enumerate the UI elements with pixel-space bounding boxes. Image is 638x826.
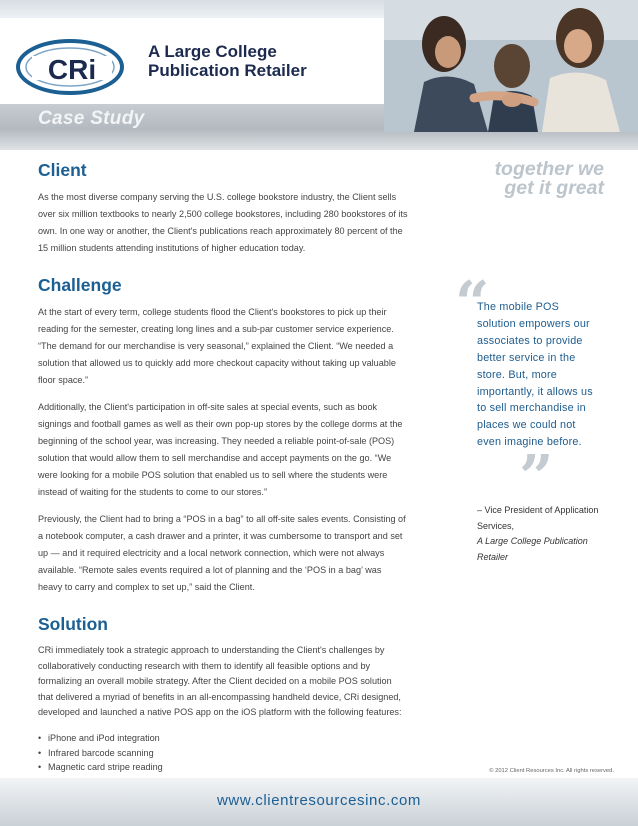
tagline-line-2: get it great (504, 177, 604, 199)
attribution-company: A Large College Publication Retailer (477, 536, 588, 563)
solution-heading: Solution (38, 614, 108, 634)
quote-attribution (477, 503, 607, 566)
cri-logo (14, 36, 130, 98)
title-line-1: A Large College (148, 42, 277, 61)
tagline (454, 160, 604, 198)
challenge-heading: Challenge (38, 275, 122, 295)
client-heading: Client (38, 160, 87, 180)
challenge-paragraph-2: Additionally, the Client's participation in off-site sales at special events, such as book signings and football games as well as their own pop-up stores by the college dorms at the beginning of the school year, was increasing. They needed a reliable point-of-sale (POS) solution that would allow them to sell merchandise and accept payments on the go. “We were looking for a mobile POS solution that enabled us to sell where the students were instead of waiting for the students to come to our stores.” (38, 402, 403, 497)
tagline-line-1: together we (494, 158, 604, 180)
page-title (148, 42, 388, 80)
copyright: © 2012 Client Resources Inc. All rights reserved. (489, 768, 614, 774)
open-quote-icon: “ (455, 269, 490, 339)
challenge-paragraph-1: At the start of every term, college students flood the Client's bookstores to pick up their reading for the semester, creating long lines and a sub-par customer service experience. “The demand for our merchandise is very seasonal,” explained the Client. “We needed a solution that allowed us to quickly add more checkout capacity without taking up valuable floor space.” (38, 307, 396, 385)
pull-quote: The mobile POS solution empowers our associates to provide better service in the store. But, more importantly, it allows us to sell merchandise in places we could not even imagine before. (477, 301, 593, 449)
main-content (38, 160, 408, 804)
feature-item: • Infrared barcode scanning (38, 746, 408, 761)
solution-text: CRi immediately took a strategic approach to understanding the Client's challenges by collaboratively conducting research with them to identify all feasible options and by formalizing an overall mobile strategy. After the Client decided on a mobile POS solution that delivered a myriad of benefits in an all-encompassing handheld device, CRi designed, developed and launched a native POS app on the iOS platform with the following features: (38, 645, 402, 718)
footer-url[interactable]: www.clientresourcesinc.com (217, 792, 421, 809)
case-study-label: Case Study (38, 108, 145, 129)
handshake-photo (384, 0, 638, 132)
close-quote-icon: ” (519, 443, 554, 513)
title-line-2: Publication Retailer (148, 61, 307, 80)
logo-text: CRi (47, 54, 97, 85)
feature-item: • iPhone and iPod integration (38, 731, 408, 746)
photo-illustration (384, 0, 638, 132)
attribution-role: – Vice President of Application Services, (477, 505, 599, 531)
feature-item: • Magnetic card stripe reading (38, 760, 408, 775)
challenge-paragraph-3: Previously, the Client had to bring a “POS in a bag” to all off-site sales events. Consisting of a notebook computer, a cash drawer and a printer, it was cumbersome to transport and set up — and it required electricity and a local network connection, which were not always available. “Remote sales events required a lot of planning and the ‘POS in a bag’ was heavy to carry and complex to set up,” said the Client. (38, 514, 406, 592)
client-text: As the most diverse company serving the U.S. college bookstore industry, the Client sells over six million textbooks to nearly 2,500 college bookstores, including 280 bookstores of its own. In one way or another, the Client's publications reach approximately 80 percent of the 15 million students attending institutions of higher education today. (38, 192, 408, 253)
